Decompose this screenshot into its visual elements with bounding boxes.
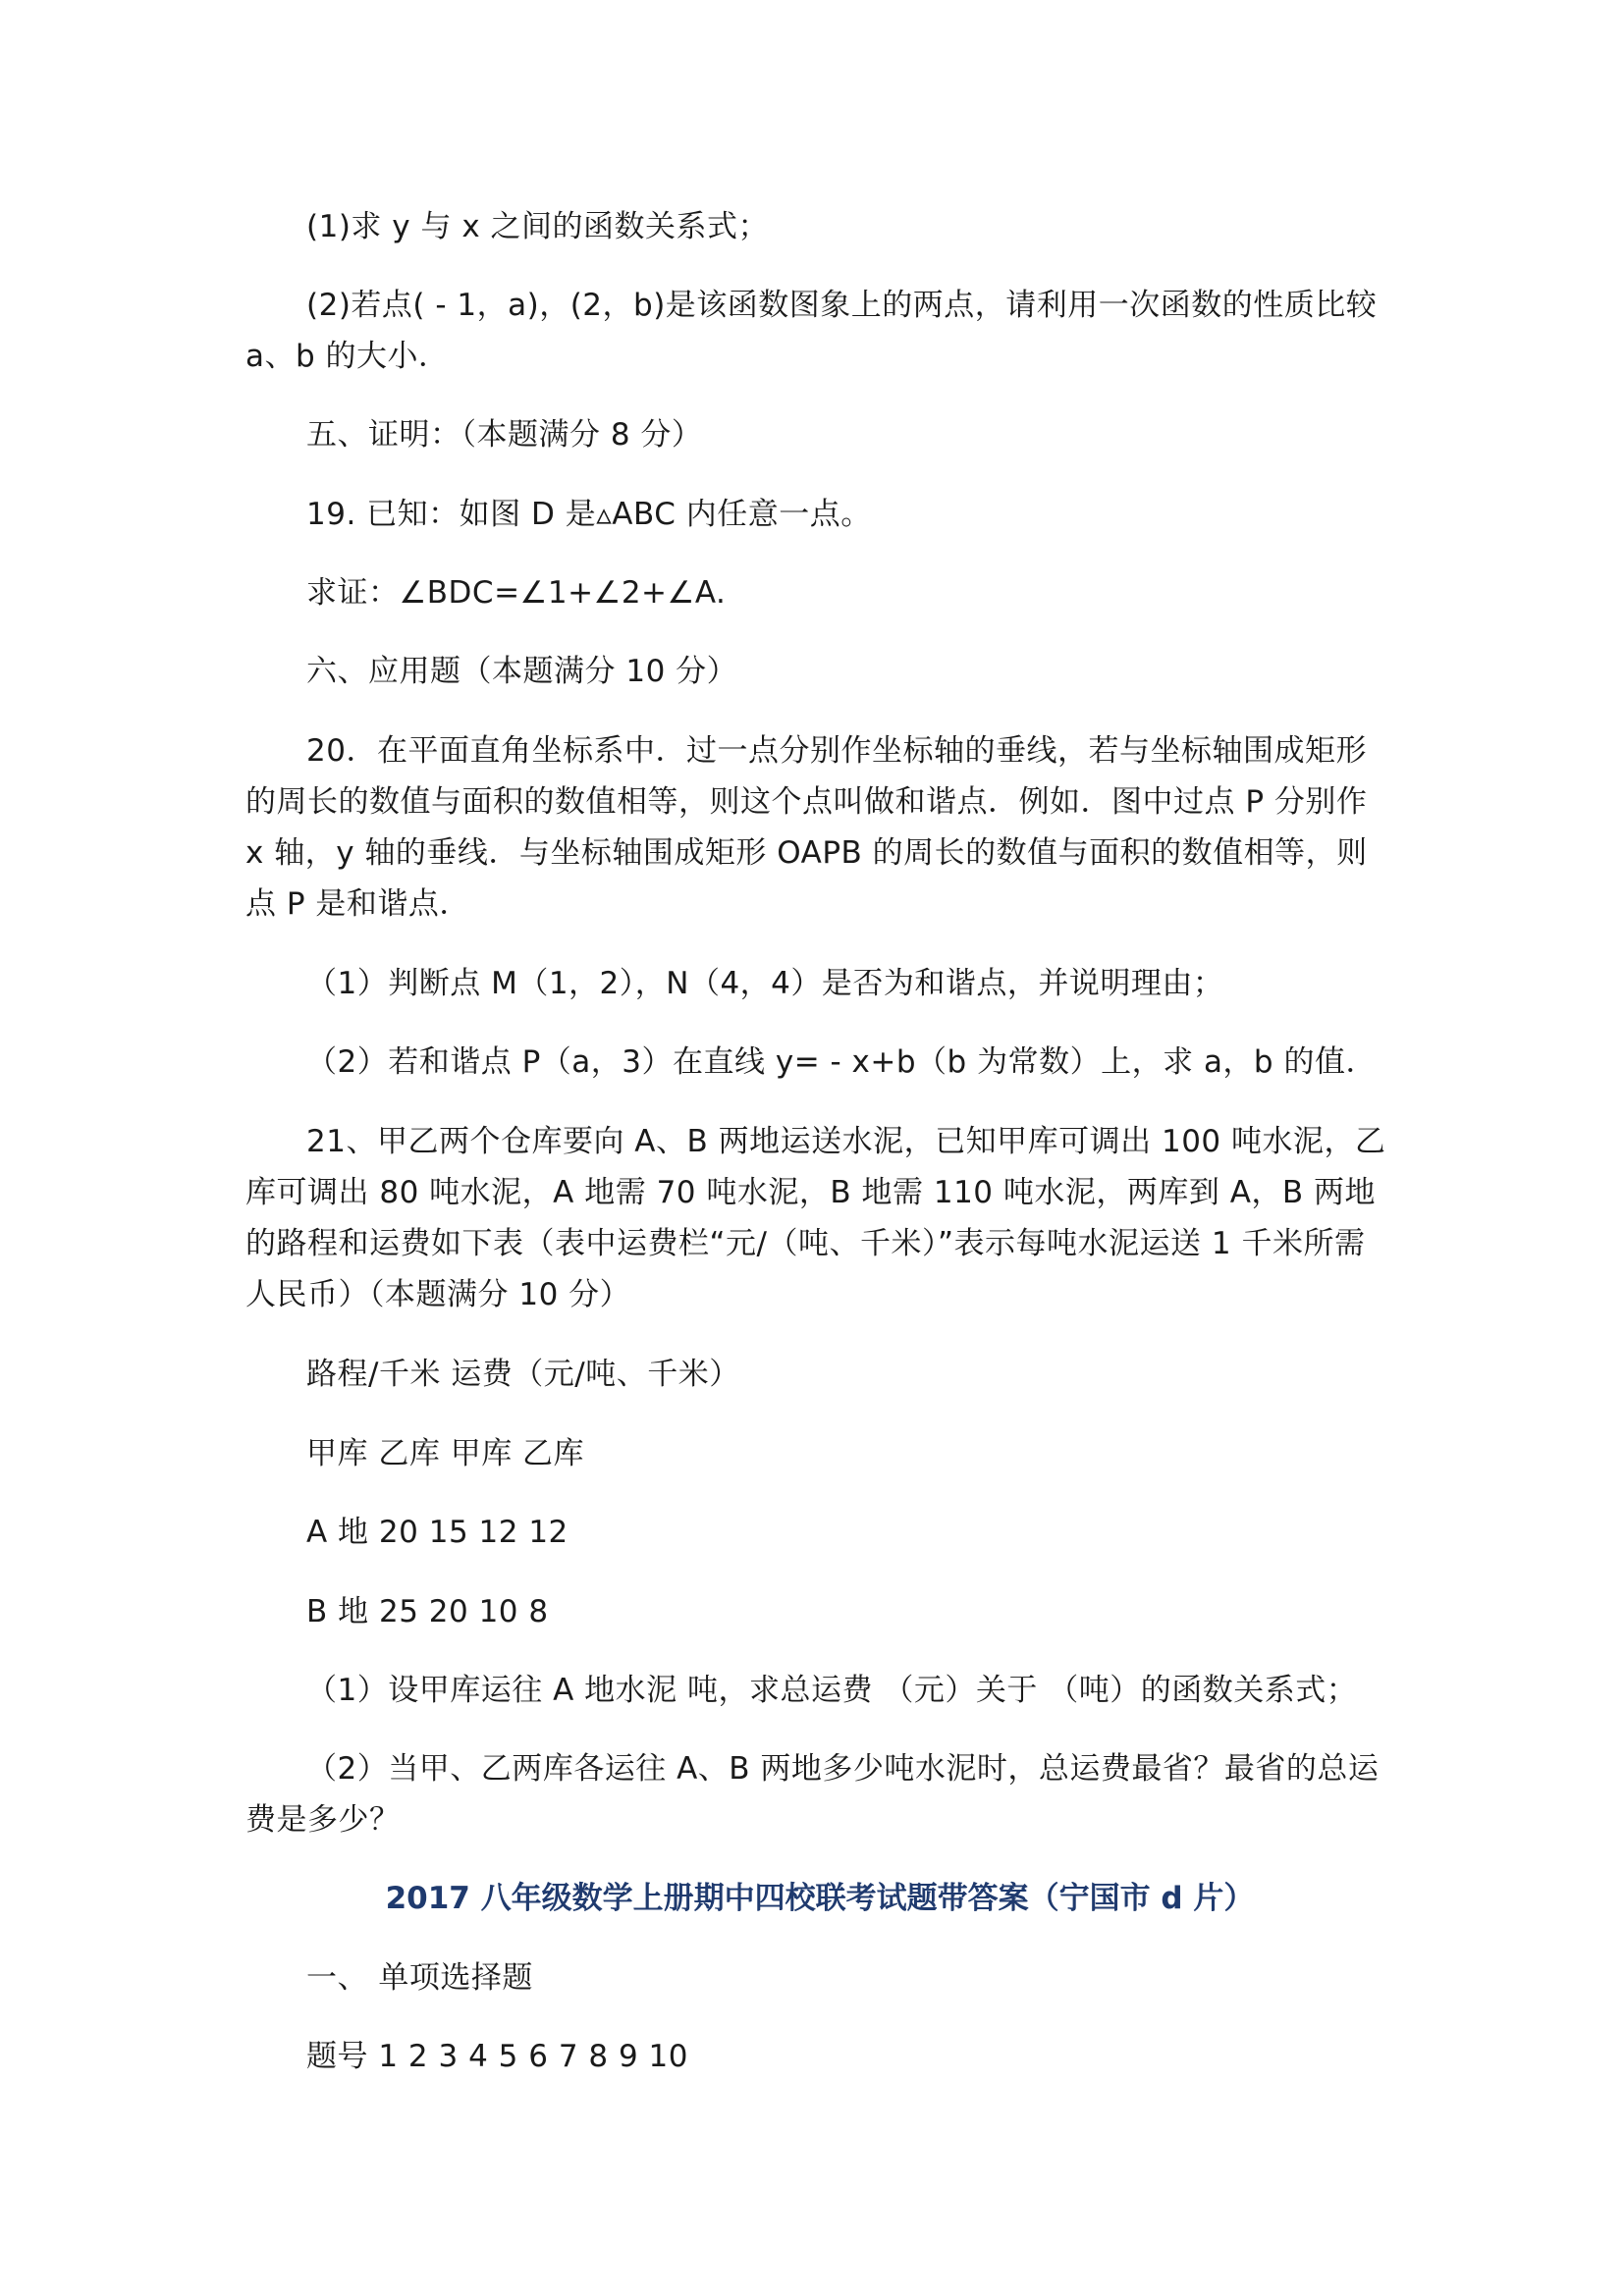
q21-statement: 21、甲乙两个仓库要向 A、B 两地运送水泥，已知甲库可调出 100 吨水泥，乙库可调出 80 吨水泥，A 地需 70 吨水泥，B 地需 110 吨水泥，两库到 A，B 两地的路程和运费如下表（表中运费栏“元/（吨、千米）”表示每吨水泥运送 1 千米所需人民币）（本题满分 10 分） bbox=[245, 1124, 1386, 1312]
q19-statement: 19. 已知：如图 D 是▵ABC 内任意一点。 bbox=[306, 497, 872, 532]
q20-part1: （1）判断点 M（1，2），N（4，4）是否为和谐点，并说明理由； bbox=[306, 966, 1224, 1001]
q19-prove: 求证：∠BDC=∠1+∠2+∠A. bbox=[306, 575, 727, 611]
section-5-heading: 五、证明：（本题满分 8 分） bbox=[306, 417, 703, 453]
table-header: 路程/千米 运费（元/吨、千米） bbox=[306, 1357, 740, 1392]
table-row-a: A 地 20 15 12 12 bbox=[306, 1515, 568, 1550]
q18-part2: (2)若点( - 1，a)，(2，b)是该函数图象上的两点，请利用一次函数的性质比较 a、b 的大小． bbox=[245, 288, 1378, 374]
answer-number-row: 题号 1 2 3 4 5 6 7 8 9 10 bbox=[306, 2039, 688, 2074]
answer-title: 2017 八年级数学上册期中四校联考试题带答案（宁国市 d 片） bbox=[385, 1881, 1255, 1916]
q20-statement: 20．在平面直角坐标系中．过一点分别作坐标轴的垂线，若与坐标轴围成矩形的周长的数值与面积的数值相等，则这个点叫做和谐点．例如．图中过点 P 分别作 x 轴，y 轴的垂线．与坐标轴围成矩形 OAPB 的周长的数值与面积的数值相等，则点 P 是和谐点． bbox=[245, 733, 1368, 922]
q20-part2: （2）若和谐点 P（a，3）在直线 y= - x+b（b 为常数）上，求 a，b 的值． bbox=[306, 1044, 1377, 1080]
table-row-b: B 地 25 20 10 8 bbox=[306, 1594, 549, 1629]
q21-part1: （1）设甲库运往 A 地水泥 吨，求总运费 （元）关于 （吨）的函数关系式； bbox=[306, 1673, 1358, 1708]
q21-part2: （2）当甲、乙两库各运往 A、B 两地多少吨水泥时，总运费最省？最省的总运费是多少？ bbox=[245, 1751, 1380, 1838]
table-subheader: 甲库 乙库 甲库 乙库 bbox=[306, 1436, 585, 1471]
section-6-heading: 六、应用题（本题满分 10 分） bbox=[306, 654, 738, 689]
q18-part1: (1)求 y 与 x 之间的函数关系式； bbox=[306, 209, 770, 244]
answer-section-1: 一、 单项选择题 bbox=[306, 1960, 533, 1996]
